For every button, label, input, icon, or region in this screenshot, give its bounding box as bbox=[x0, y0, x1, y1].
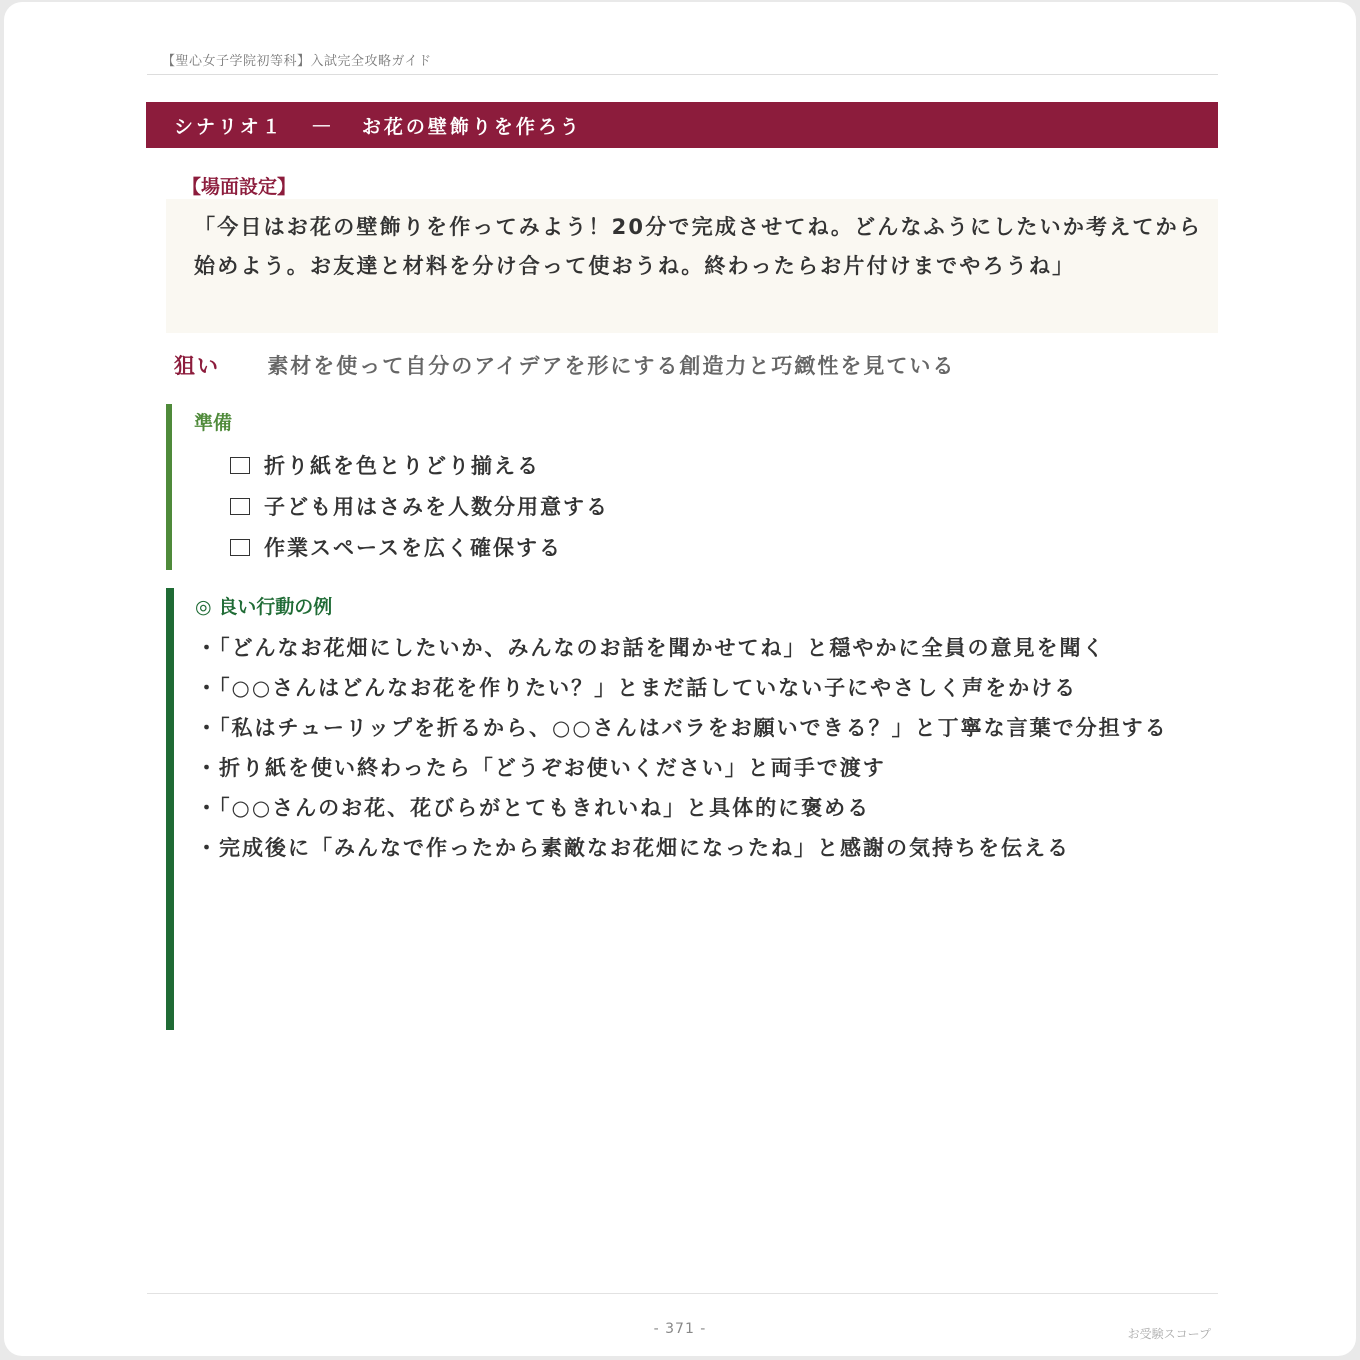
scenario-title-bar bbox=[146, 102, 1218, 148]
preparation-item bbox=[230, 491, 609, 521]
setting-label: 【場面設定】 bbox=[182, 176, 297, 198]
scenario-number: シナリオ１ bbox=[174, 115, 284, 138]
good-examples-list bbox=[196, 628, 1208, 868]
preparation-item bbox=[230, 450, 540, 480]
checkbox-icon bbox=[230, 539, 250, 556]
preparation-item-text: 折り紙を色とりどり揃える bbox=[264, 454, 540, 478]
good-example-item: ・「○○さんのお花、花びらがとてもきれいね」と具体的に褒める bbox=[196, 796, 871, 820]
preparation-section bbox=[166, 404, 1206, 570]
good-example-item: ・「私はチューリップを折るから、○○さんはバラをお願いできる？」と丁寧な言葉で分担する bbox=[196, 716, 1168, 740]
preparation-title: 準備 bbox=[194, 412, 233, 434]
aim-row bbox=[174, 350, 955, 380]
good-examples-section bbox=[166, 588, 1211, 1030]
good-example-item: ・折り紙を使い終わったら「どうぞお使いください」と両手で渡す bbox=[196, 756, 886, 780]
document-page bbox=[4, 2, 1356, 1356]
page-number: - 371 - bbox=[653, 1321, 707, 1337]
checkbox-icon bbox=[230, 498, 250, 515]
good-example-item: ・「どんなお花畑にしたいか、みんなのお話を聞かせてね」と穏やかに全員の意見を聞く bbox=[196, 636, 1106, 660]
good-example-item: ・「○○さんはどんなお花を作りたい？」とまだ話していない子にやさしく声をかける bbox=[196, 676, 1078, 700]
footer-brand: お受験スコープ bbox=[1127, 1327, 1211, 1341]
setting-quote: 「今日はお花の壁飾りを作ってみよう！20分で完成させてね。どんなふうにしたいか考えてから始めよう。お友達と材料を分け合って使おうね。終わったらお片付けまでやろうね」 bbox=[166, 199, 1218, 333]
good-example-item: ・完成後に「みんなで作ったから素敵なお花畑になったね」と感謝の気持ちを伝える bbox=[196, 836, 1070, 860]
footer-divider bbox=[147, 1293, 1218, 1294]
good-examples-title: ◎ 良い行動の例 bbox=[195, 596, 333, 618]
preparation-item-text: 子ども用はさみを人数分用意する bbox=[264, 495, 609, 519]
scenario-dash: — bbox=[311, 114, 334, 136]
preparation-item bbox=[230, 532, 562, 562]
header-divider bbox=[147, 74, 1218, 75]
preparation-item-text: 作業スペースを広く確保する bbox=[264, 536, 562, 560]
checkbox-icon bbox=[230, 457, 250, 474]
scenario-title: お花の壁飾りを作ろう bbox=[361, 115, 582, 138]
running-header-title: 【聖心女子学院初等科】入試完全攻略ガイド bbox=[162, 54, 432, 69]
aim-text: 素材を使って自分のアイデアを形にする創造力と巧緻性を見ている bbox=[267, 354, 956, 378]
aim-label: 狙い bbox=[174, 354, 220, 378]
